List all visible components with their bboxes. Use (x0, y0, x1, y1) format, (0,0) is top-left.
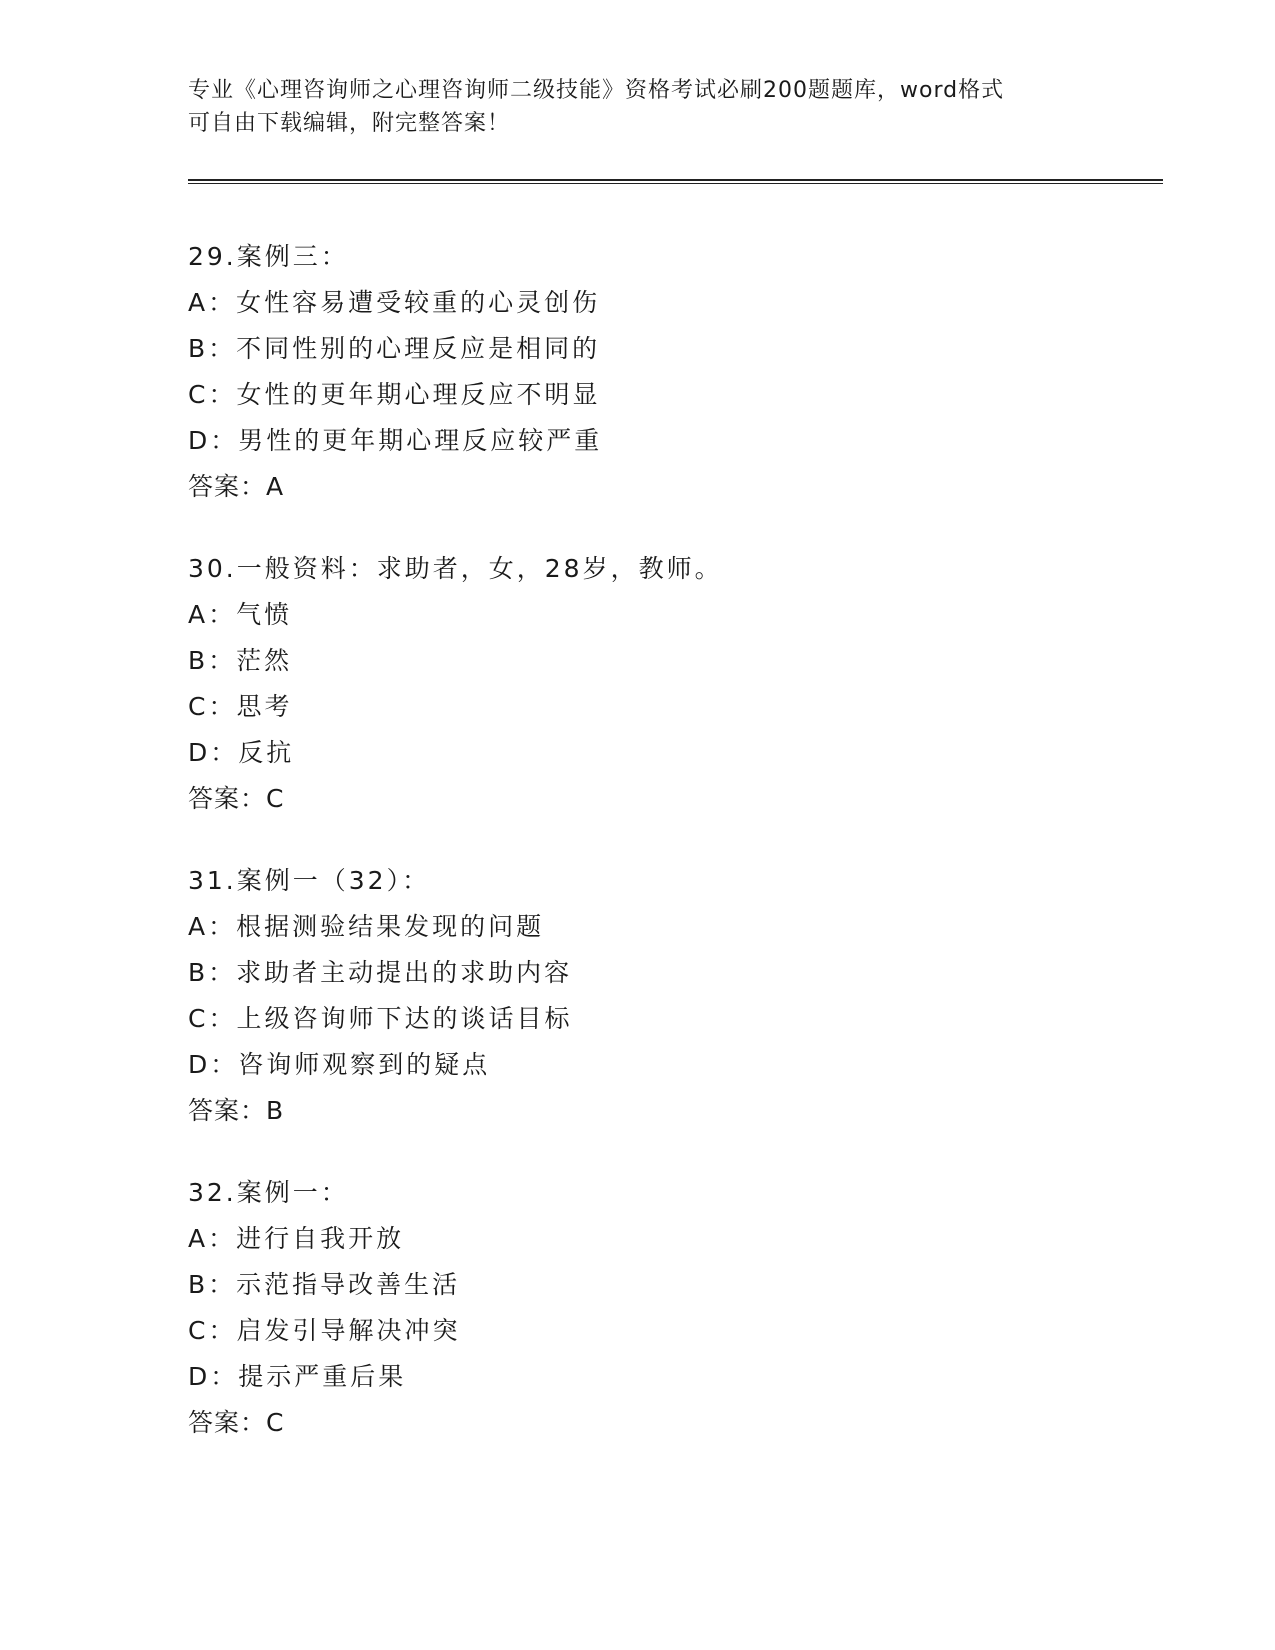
option-b: B：不同性别的心理反应是相同的 (188, 334, 601, 363)
header-divider-thick (188, 179, 1163, 181)
option-d: D：咨询师观察到的疑点 (188, 1050, 491, 1079)
option-c: C：上级咨询师下达的谈话目标 (188, 1004, 573, 1033)
header-title-line-1: 专业《心理咨询师之心理咨询师二级技能》资格考试必刷200题题库，word格式 (188, 78, 1005, 103)
answer-line: 答案：C (188, 784, 285, 813)
option-d: D：反抗 (188, 738, 295, 767)
document-header (188, 74, 1088, 140)
option-a: A：根据测验结果发现的问题 (188, 912, 545, 941)
option-b: B：示范指导改善生活 (188, 1270, 461, 1299)
question-29 (188, 234, 1148, 510)
option-d: D：男性的更年期心理反应较严重 (188, 426, 603, 455)
option-c: C：启发引导解决冲突 (188, 1316, 461, 1345)
answer-line: 答案：B (188, 1096, 285, 1125)
option-c: C：思考 (188, 692, 293, 721)
header-title-line-2: 可自由下载编辑，附完整答案！ (188, 111, 511, 136)
option-a: A：气愤 (188, 600, 293, 629)
option-a: A：女性容易遭受较重的心灵创伤 (188, 288, 601, 317)
option-b: B：茫然 (188, 646, 293, 675)
option-d: D：提示严重后果 (188, 1362, 407, 1391)
option-a: A：进行自我开放 (188, 1224, 405, 1253)
question-stem: 29.案例三： (188, 242, 349, 271)
option-b: B：求助者主动提出的求助内容 (188, 958, 573, 987)
question-stem: 32.案例一： (188, 1178, 349, 1207)
answer-line: 答案：C (188, 1408, 285, 1437)
header-divider-thin (188, 183, 1163, 184)
question-stem: 30.一般资料：求助者，女，28岁，教师。 (188, 554, 723, 583)
question-30 (188, 546, 1148, 822)
question-stem: 31.案例一（32）： (188, 866, 431, 895)
option-c: C：女性的更年期心理反应不明显 (188, 380, 601, 409)
answer-line: 答案：A (188, 472, 285, 501)
question-32 (188, 1170, 1148, 1446)
question-list (188, 234, 1148, 1482)
question-31 (188, 858, 1148, 1134)
